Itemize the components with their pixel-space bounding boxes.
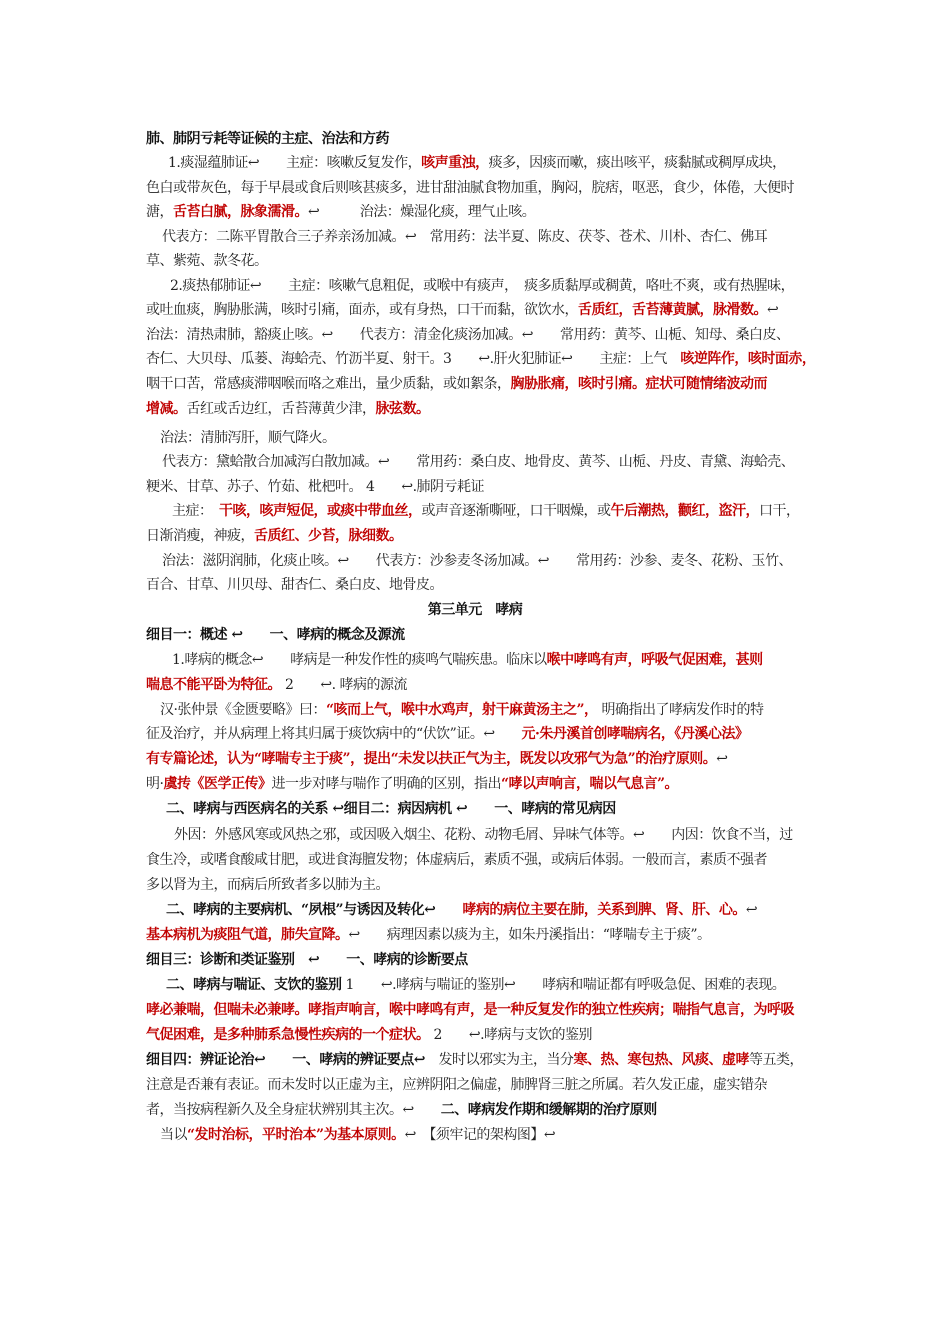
highlight-text: 舌质红，舌苔薄黄腻，脉滑数。 [578,302,767,318]
text-line [146,1000,794,1020]
highlight-text: 有专篇论述，认为“哮喘专主于痰”，提出“未发以扶正气为主，既发以攻邪气为急”的治疗原则。 [146,751,717,767]
body-text: 2.痰热郁肺证↩ 主症：咳嗽气息粗促，或喉中有痰声， 痰多质黏厚或稠黄，咯吐不爽，或有热腥味， [170,278,795,294]
highlight-text: “发时治标，平时治本”为基本原则。 [187,1127,405,1143]
body-text: 日渐消瘦，神疲， [146,528,254,544]
highlight-text: “哮以声响言，喘以气息言”。 [500,776,679,792]
heading-text: 二、哮病与喘证、支饮的鉴别 [166,977,342,993]
text-line [146,1075,767,1095]
body-text: 2 ↩. 哮病的源流 [281,677,407,693]
heading-text: 细目三：诊断和类证鉴别 ↩ 一、哮病的诊断要点 [146,952,468,968]
text-line [162,227,767,247]
body-text: 百合、甘草、川贝母、甜杏仁、桑白皮、地骨皮。 [146,577,443,593]
text-line [146,399,430,419]
body-text: 明确指出了哮病发作时的特 [597,702,764,718]
heading-text: 第三单元 哮病 [427,602,523,618]
body-text: 等五类， [748,1052,803,1068]
highlight-text: 咳声重浊， [421,155,489,171]
heading-text: 二、哮病与西医病名的关系 ↩细目二：病因病机 ↩ 一、哮病的常见病因 [166,801,616,817]
text-line [146,349,815,369]
body-text: 粳米、甘草、苏子、竹茹、枇杷叶。 4 ↩.肺阴亏耗证 [146,479,485,495]
body-text: 口干， [759,503,800,519]
text-line [160,428,336,448]
text-line [146,749,727,769]
body-text: 1.痰湿蕴肺证↩ 主症：咳嗽反复发作， [168,155,422,171]
body-text: 汉·张仲景《金匮要略》曰： [160,702,326,718]
body-text: 当以 [160,1127,187,1143]
body-text: 2 ↩.哮病与支饮的鉴别 [429,1027,593,1043]
text-line [162,452,794,472]
body-text: 征及治疗，并从病理上将其归属于痰饮病中的“伏饮”证。↩ [146,726,522,742]
heading-text: 二、哮病的主要病机、“夙根”与诱因及转化↩ [166,902,463,918]
body-text: 1.哮病的概念↩ 哮病是一种发作性的痰鸣气喘疾患。临床以 [172,652,547,668]
highlight-text: 干咳，咳声短促，或痰中带血丝， [219,503,422,519]
heading-text: 二、哮病发作期和缓解期的治疗原则 [440,1102,657,1118]
text-line [174,825,793,845]
body-text: 溏， [146,204,173,220]
text-line [166,900,757,920]
highlight-text: 脉弦数。 [375,401,430,417]
highlight-text: “咳而上气，喉中水鸡声，射干麻黄汤主之”， [325,702,598,718]
highlight-text: 舌苔白腻，脉象濡滑。 [173,204,308,220]
body-text: 代表方：二陈平胃散合三子养亲汤加减。↩ 常用药：法半夏、陈皮、茯苓、苍术、川朴、杏仁、佛耳 [162,229,768,245]
text-line [146,875,389,895]
text-line [146,575,443,595]
text-line [162,551,792,571]
text-line [146,325,789,345]
heading-text: 细目一：概述 ↩ 一、哮病的概念及源流 [146,627,405,643]
body-text: ↩ [745,902,758,918]
text-line [172,501,800,521]
body-text: 舌红或舌边红，舌苔薄黄少津， [186,401,376,417]
highlight-text: 舌质红、少苔，脉细数。 [254,528,403,544]
highlight-text: 哮病的病位主要在肺，关系到脾、肾、肝、心。 [462,902,746,918]
text-line [160,1125,555,1145]
heading-text: 细目四：辨证论治↩ 一、哮病的辨证要点↩ [146,1052,425,1068]
text-line [146,774,678,794]
highlight-text: 元·朱丹溪首创哮喘病名，《丹溪心法》 [521,726,749,742]
body-text: 杏仁、大贝母、瓜蒌、海蛤壳、竹沥半夏、射干。3 ↩.肝火犯肺证↩ 主症：上气 [146,351,681,367]
highlight-text: 增减。 [146,401,187,417]
text-line [168,153,786,173]
body-text: 食生冷，或嗜食酸咸甘肥，或进食海膻发物；体虚病后，素质不强，或病后体弱。一般而言，素质不强者 [146,852,767,868]
text-line [170,276,794,296]
highlight-text: 基本病机为痰阻气道，肺失宣降。 [146,927,349,943]
body-text: 1 ↩.哮病与喘证的鉴别↩ 哮病和喘证都有呼吸急促、困难的表现。 [341,977,786,993]
text-line [160,700,764,720]
highlight-text: 寒、热、寒包热、风痰、虚哮 [573,1052,749,1068]
text-line [146,202,535,222]
body-text: 外因：外感风寒或风热之邪，或因吸入烟尘、花粉、动物毛屑、异味气体等。↩ 内因：饮食不当，过 [174,827,793,843]
body-text: ↩ [716,751,728,767]
body-text: 者，当按病程新久及全身症状辨别其主次。↩ [146,1102,441,1118]
body-text: 或吐血痰，胸胁胀满，咳时引痛，面赤，或有身热，口干而黏，欲饮水， [146,302,578,318]
text-line [166,799,616,819]
text-line [146,251,268,271]
text-line [0,600,950,620]
text-line [146,850,767,870]
text-line [146,1025,592,1045]
highlight-text: 胸胁胀痛，咳时引痛。症状可随情绪波动而 [510,376,767,392]
body-text: 注意是否兼有表证。而未发时以正虚为主，应辨阴阳之偏虚，肺脾肾三脏之所属。若久发正虚，虚实错杂 [146,1077,767,1093]
body-text: 主症： [172,503,219,519]
highlight-text: 虞抟《医学正传》 [163,776,272,792]
body-text: 或声音逐渐嘶哑，口干咽燥，或 [421,503,611,519]
text-line [146,300,778,320]
body-text: 发时以邪实为主，当分 [424,1052,574,1068]
text-line [146,950,468,970]
text-line [146,724,748,744]
highlight-text: 午后潮热，颧红，盗汗， [610,503,759,519]
body-text: 明· [146,776,164,792]
body-text: 进一步对哮与喘作了明确的区别，指出 [271,776,501,792]
body-text: 治法：清肺泻肝，顺气降火。 [160,430,336,446]
body-text: 咽干口苦，常感痰滞咽喉而咯之难出，量少质黏，或如絮条， [146,376,511,392]
body-text: ↩ [767,302,779,318]
text-line [146,1100,657,1120]
text-line [146,526,403,546]
body-text: 痰多，因痰而嗽，痰出咳平，痰黏腻或稠厚成块， [488,155,786,171]
text-line [146,129,389,149]
text-line [146,178,794,198]
highlight-text: 哮必兼喘，但喘未必兼哮。哮指声响言，喉中哮鸣有声，是一种反复发作的独立性疾病；喘指气息言，为呼吸 [146,1002,794,1018]
body-text: 代表方：黛蛤散合加减泻白散加减。↩ 常用药：桑白皮、地骨皮、黄芩、山栀、丹皮、青黛、海蛤壳、 [162,454,795,470]
highlight-text: 喉中哮鸣有声，呼吸气促困难，甚则 [546,652,763,668]
text-line [172,650,763,670]
text-line [166,975,785,995]
highlight-text: 喘息不能平卧为特征。 [146,677,281,693]
body-text: 色白或带灰色，每于早晨或食后则咳甚痰多，进甘甜油腻食物加重，胸闷，脘痞，呕恶，食少，体倦，大便时 [146,180,794,196]
text-line [146,477,484,497]
body-text: ↩ 病理因素以痰为主，如朱丹溪指出：“哮喘专主于痰”。 [348,927,711,943]
body-text: 治法：清热肃肺，豁痰止咳。↩ 代表方：清金化痰汤加减。↩ 常用药：黄芩、山栀、知母、桑白皮、 [146,327,790,343]
body-text: ↩ 【须牢记的架构图】↩ [404,1127,556,1143]
text-line [146,925,711,945]
body-text: 草、紫菀、款冬花。 [146,253,268,269]
text-line [146,625,405,645]
text-line [146,1050,803,1070]
body-text: 多以肾为主，而病后所致者多以肺为主。 [146,877,389,893]
highlight-text: 气促困难，是多种肺系急慢性疾病的一个症状。 [146,1027,430,1043]
text-line [146,675,407,695]
body-text: ↩ 治法：燥湿化痰，理气止咳。 [308,204,536,220]
body-text: 治法：滋阴润肺，化痰止咳。↩ 代表方：沙参麦冬汤加减。↩ 常用药：沙参、麦冬、花粉、玉竹、 [162,553,792,569]
highlight-text: 咳逆阵作，咳时面赤， [680,351,816,367]
text-line [146,374,767,394]
heading-text: 肺、肺阴亏耗等证候的主症、治法和方药 [146,131,389,147]
